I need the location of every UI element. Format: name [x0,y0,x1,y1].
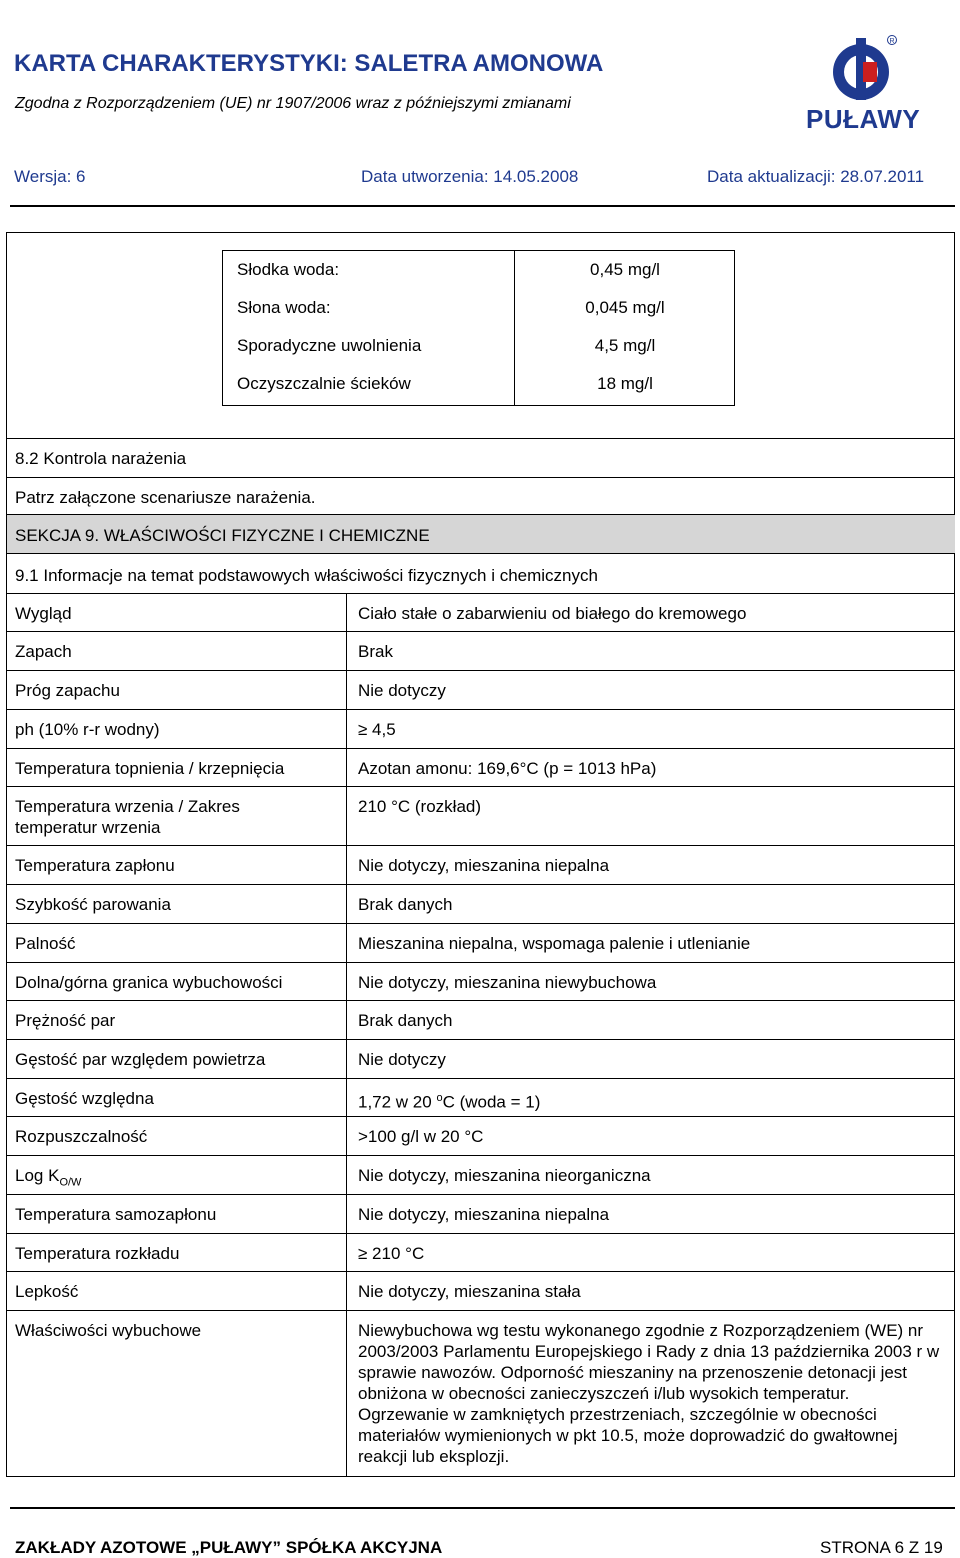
property-label: Zapach [15,642,72,661]
property-value: ≥ 210 °C [358,1244,425,1263]
table-row [7,787,955,846]
table-row [7,632,955,671]
page-number: STRONA 6 Z 19 [820,1538,943,1557]
property-value: >100 g/l w 20 °C [358,1127,484,1146]
table-row [223,251,734,289]
property-label: Temperatura wrzenia / Zakres temperatur wrzenia [15,797,240,837]
property-value: Mieszanina niepalna, wspomaga palenie i utlenianie [358,934,751,953]
property-value: Nie dotyczy, mieszanina niepalna [358,1205,610,1224]
property-value [358,1088,943,1113]
table-row [223,365,734,403]
property-label: Temperatura rozkładu [15,1244,180,1263]
pnec-value: 0,045 mg/l [585,298,665,317]
property-label [15,1165,335,1193]
section-9-title: SEKCJA 9. WŁAŚCIWOŚCI FIZYCZNE I CHEMICZNE [15,526,430,545]
property-label-text: Log K [15,1166,60,1185]
table-row [223,289,734,327]
pnec-value: 0,45 mg/l [590,260,660,279]
table-row [7,1001,955,1040]
property-value-part: o [436,1092,443,1104]
table-row [7,749,955,787]
property-label: Dolna/górna granica wybuchowości [15,973,283,992]
pnec-label: Sporadyczne uwolnienia [237,336,422,355]
svg-text:R: R [889,38,895,45]
header-divider [10,205,955,207]
property-label: Gęstość względna [15,1089,154,1108]
property-value: Ciało stałe o zabarwieniu od białego do kremowego [358,604,747,623]
section-8-2-heading: 8.2 Kontrola narażenia [15,449,187,468]
property-label: Lepkość [15,1282,79,1301]
property-value: ≥ 4,5 [358,720,396,739]
property-label: Wygląd [15,604,72,623]
property-value: Nie dotyczy, mieszanina niewybuchowa [358,973,657,992]
table-row [7,1234,955,1272]
property-label: Temperatura topnienia / krzepnięcia [15,759,285,778]
property-label: Palność [15,934,76,953]
table-row [7,1040,955,1079]
property-label: Próg zapachu [15,681,120,700]
row-divider [7,438,955,439]
document-title: KARTA CHARAKTERYSTYKI: SALETRA AMONOWA [14,50,604,77]
company-name: ZAKŁADY AZOTOWE „PUŁAWY” SPÓŁKA AKCYJNA [15,1538,443,1557]
pnec-value: 4,5 mg/l [594,336,656,355]
table-row [7,924,955,963]
property-value: Nie dotyczy, mieszanina stała [358,1282,581,1301]
table-row [7,1272,955,1311]
table-row [7,846,955,885]
property-value: Nie dotyczy, mieszanina nieorganiczna [358,1166,651,1185]
table-row [7,1195,955,1234]
table-row [7,671,955,710]
table-row [7,710,955,749]
property-label: Temperatura zapłonu [15,856,175,875]
property-label: ph (10% r-r wodny) [15,720,160,739]
update-date: Data aktualizacji: 28.07.2011 [707,167,925,186]
property-value: Nie dotyczy [358,681,446,700]
table-row [7,1156,955,1195]
property-label: Rozpuszczalność [15,1127,148,1146]
table-row [7,1311,955,1477]
table-row [7,963,955,1001]
property-label-subscript: O/W [59,1176,82,1189]
version-label: Wersja: 6 [14,167,86,186]
section-8-2-text: Patrz załączone scenariusze narażenia. [15,488,316,507]
pnec-value: 18 mg/l [597,374,653,393]
section-9-1-heading: 9.1 Informacje na temat podstawowych właściwości fizycznych i chemicznych [15,566,598,585]
table-row [7,1117,955,1156]
table-row [7,1079,955,1117]
property-label: Temperatura samozapłonu [15,1205,217,1224]
pnec-table [222,250,735,406]
property-label: Gęstość par względem powietrza [15,1050,266,1069]
property-value: Azotan amonu: 169,6°C (p = 1013 hPa) [358,759,657,778]
creation-date: Data utworzenia: 14.05.2008 [361,167,579,186]
logo-wordmark: PUŁAWY [806,104,921,134]
property-value: Brak danych [358,1011,453,1030]
property-value: Brak [358,642,393,661]
pnec-label: Słona woda: [237,298,331,317]
property-label: Prężność par [15,1011,116,1030]
section-9-header [7,514,955,554]
property-value: 210 °C (rozkład) [358,797,482,816]
property-value: Niewybuchowa wg testu wykonanego zgodnie z Rozporządzeniem (WE) nr 2003/2003 Parlamentu Europejskiego i Rady z dnia 13 października 2003 r w sprawie nawozów. Odporność mieszaniny na przenoszenie detonacji jest obniżona w obecności zanieczyszczeń i/lub wysokich temperatur. Ogrzewanie w zamkniętych przestrzeniach, szczególnie w obecności materiałów wymienionych w pkt 10.5, może doprowadzić do gwałtownej reakcji lub eksplozji. [358,1321,940,1466]
pnec-label: Oczyszczalnie ścieków [237,374,411,393]
property-label: Szybkość parowania [15,895,171,914]
regulation-subtitle: Zgodna z Rozporządzeniem (UE) nr 1907/2006 wraz z późniejszymi zmianami [15,95,571,112]
property-label: Właściwości wybuchowe [15,1321,202,1340]
property-value: Nie dotyczy, mieszanina niepalna [358,856,610,875]
footer-divider [10,1507,955,1509]
row-divider [7,477,955,478]
property-value-part: 1,72 w 20 [358,1092,437,1112]
table-row [7,885,955,924]
property-value: Brak danych [358,895,453,914]
property-value-part: C (woda = 1) [442,1092,541,1112]
property-value: Nie dotyczy [358,1050,446,1069]
pnec-label: Słodka woda: [237,260,340,279]
table-row [7,594,955,632]
table-row [223,327,734,365]
